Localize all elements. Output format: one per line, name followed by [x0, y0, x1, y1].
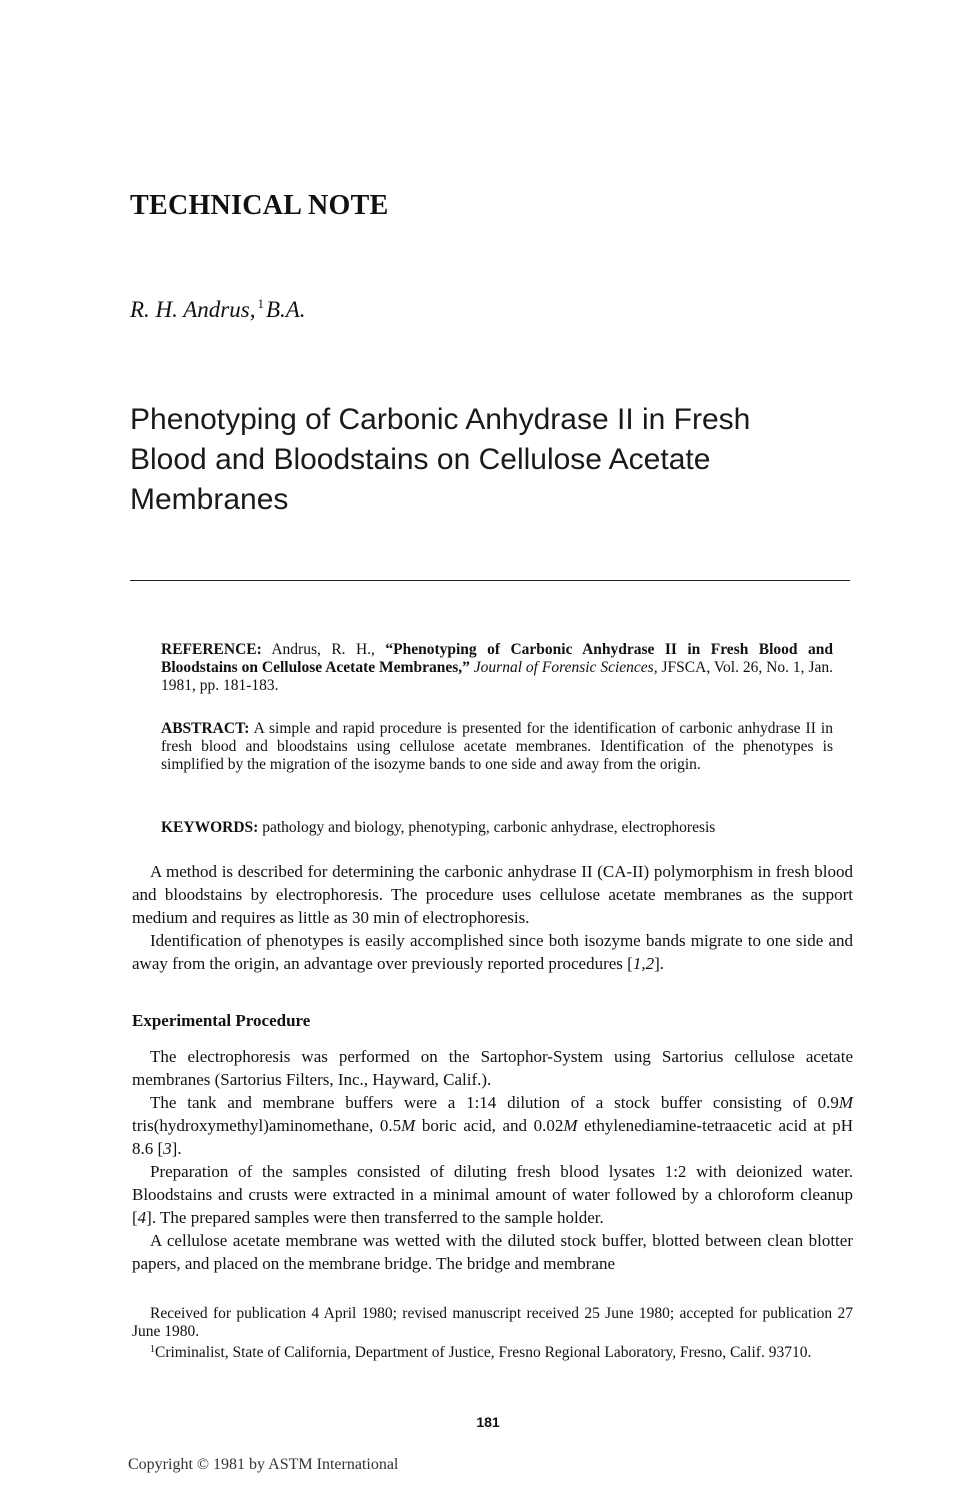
molar-unit: M — [838, 1093, 853, 1112]
page-number: 181 — [476, 1414, 500, 1430]
title-line-1: Phenotyping of Carbonic Anhydrase II in Fresh — [130, 403, 751, 436]
reference-journal: Journal of Forensic Sciences, — [469, 659, 658, 676]
author-footnote-mark: 1 — [257, 296, 264, 311]
abstract-block — [161, 720, 833, 774]
footnotes — [132, 1305, 853, 1362]
experimental-paragraph-4: A cellulose acetate membrane was wetted with the diluted stock buffer, blotted between clean blotter papers, and placed on the membrane bridge. The bridge and membrane — [132, 1231, 853, 1273]
intro-p2-end: ]. — [654, 954, 665, 973]
p2-end: ]. — [171, 1139, 182, 1158]
keywords-block — [161, 819, 833, 837]
author-name: R. H. Andrus, — [130, 297, 256, 322]
intro-p2-text: Identification of phenotypes is easily accomplished since both isozyme bands migrate to one side and away from the origin, an advantage over previously reported procedures [ — [132, 931, 853, 973]
title-line-2: Blood and Bloodstains on Cellulose Acetate — [130, 443, 711, 476]
p2-c: boric acid, and 0.02 — [415, 1116, 564, 1135]
reference-article-title: “Phenotyping of Carbonic Anhydrase II in Fresh Blood and Bloodstains on Cellulose Acetate Membranes,” — [161, 641, 833, 676]
article-title — [130, 400, 850, 520]
citation: 4 — [137, 1208, 147, 1227]
abstract-label: ABSTRACT: — [161, 720, 250, 737]
citation: 3 — [163, 1139, 172, 1158]
affiliation-note — [132, 1341, 853, 1362]
intro-paragraph-2 — [132, 929, 853, 975]
copyright-notice: Copyright © 1981 by ASTM International — [128, 1456, 399, 1473]
p3-a: Preparation of the samples consisted of diluting fresh blood lysates 1:2 with deionized water. Bloodstains and crusts were extracted in a minimal amount of water followed by a chloroform cleanup [ — [132, 1162, 853, 1227]
title-divider — [130, 580, 850, 581]
reference-details: JFSCA, Vol. 26, No. 1, Jan. 1981, pp. 181-183. — [161, 659, 833, 694]
molar-unit: M — [563, 1116, 578, 1135]
intro-section — [132, 860, 853, 975]
section-label: TECHNICAL NOTE — [130, 190, 389, 221]
experimental-paragraph-1: The electrophoresis was performed on the Sartophor-System using Sartorius cellulose acetate membranes (Sartorius Filters, Inc., Hayward, Calif.). — [132, 1047, 853, 1089]
p2-d: ethylenediamine-tetraacetic acid at pH 8.6 [ — [132, 1116, 853, 1158]
affiliation-text: Criminalist, State of California, Department of Justice, Fresno Regional Laboratory, Fresno, Calif. 93710. — [155, 1344, 812, 1361]
abstract-text: A simple and rapid procedure is presented for the identification of carbonic anhydrase II in fresh blood and bloodstains using cellulose acetate membranes. Identification of the phenotypes is simplified by the migration of the isozyme bands to one side and away from the origin. — [161, 720, 833, 773]
experimental-section — [132, 1045, 853, 1275]
author-line — [130, 296, 306, 323]
reference-label: REFERENCE: — [161, 641, 262, 658]
keywords-label: KEYWORDS: — [161, 819, 259, 836]
keywords-text: pathology and biology, phenotyping, carbonic anhydrase, electrophoresis — [258, 819, 716, 836]
title-line-3: Membranes — [130, 483, 289, 516]
p3-b: ]. The prepared samples were then transferred to the sample holder. — [146, 1208, 604, 1227]
reference-block — [161, 641, 833, 695]
molar-unit: M — [401, 1116, 416, 1135]
experimental-paragraph-3 — [132, 1160, 853, 1229]
section-heading: Experimental Procedure — [132, 1011, 311, 1030]
reference-authors: Andrus, R. H., — [261, 641, 386, 658]
citation: 1,2 — [632, 954, 655, 973]
p2-a: The tank and membrane buffers were a 1:14 dilution of a stock buffer consisting of 0.9 — [150, 1093, 839, 1112]
affiliation-mark: 1 — [150, 1344, 155, 1355]
intro-paragraph-1: A method is described for determining the carbonic anhydrase II (CA-II) polymorphism in fresh blood and bloodstains by electrophoresis. The procedure uses cellulose acetate membranes as the support medium and requires as little as 30 min of electrophoresis. — [132, 862, 853, 927]
author-degree: B.A. — [265, 297, 306, 322]
p2-b: tris(hydroxymethyl)aminomethane, 0.5 — [132, 1116, 402, 1135]
received-note: Received for publication 4 April 1980; revised manuscript received 25 June 1980; accepted for publication 27 June 1980. — [132, 1305, 853, 1340]
experimental-paragraph-2 — [132, 1091, 853, 1160]
